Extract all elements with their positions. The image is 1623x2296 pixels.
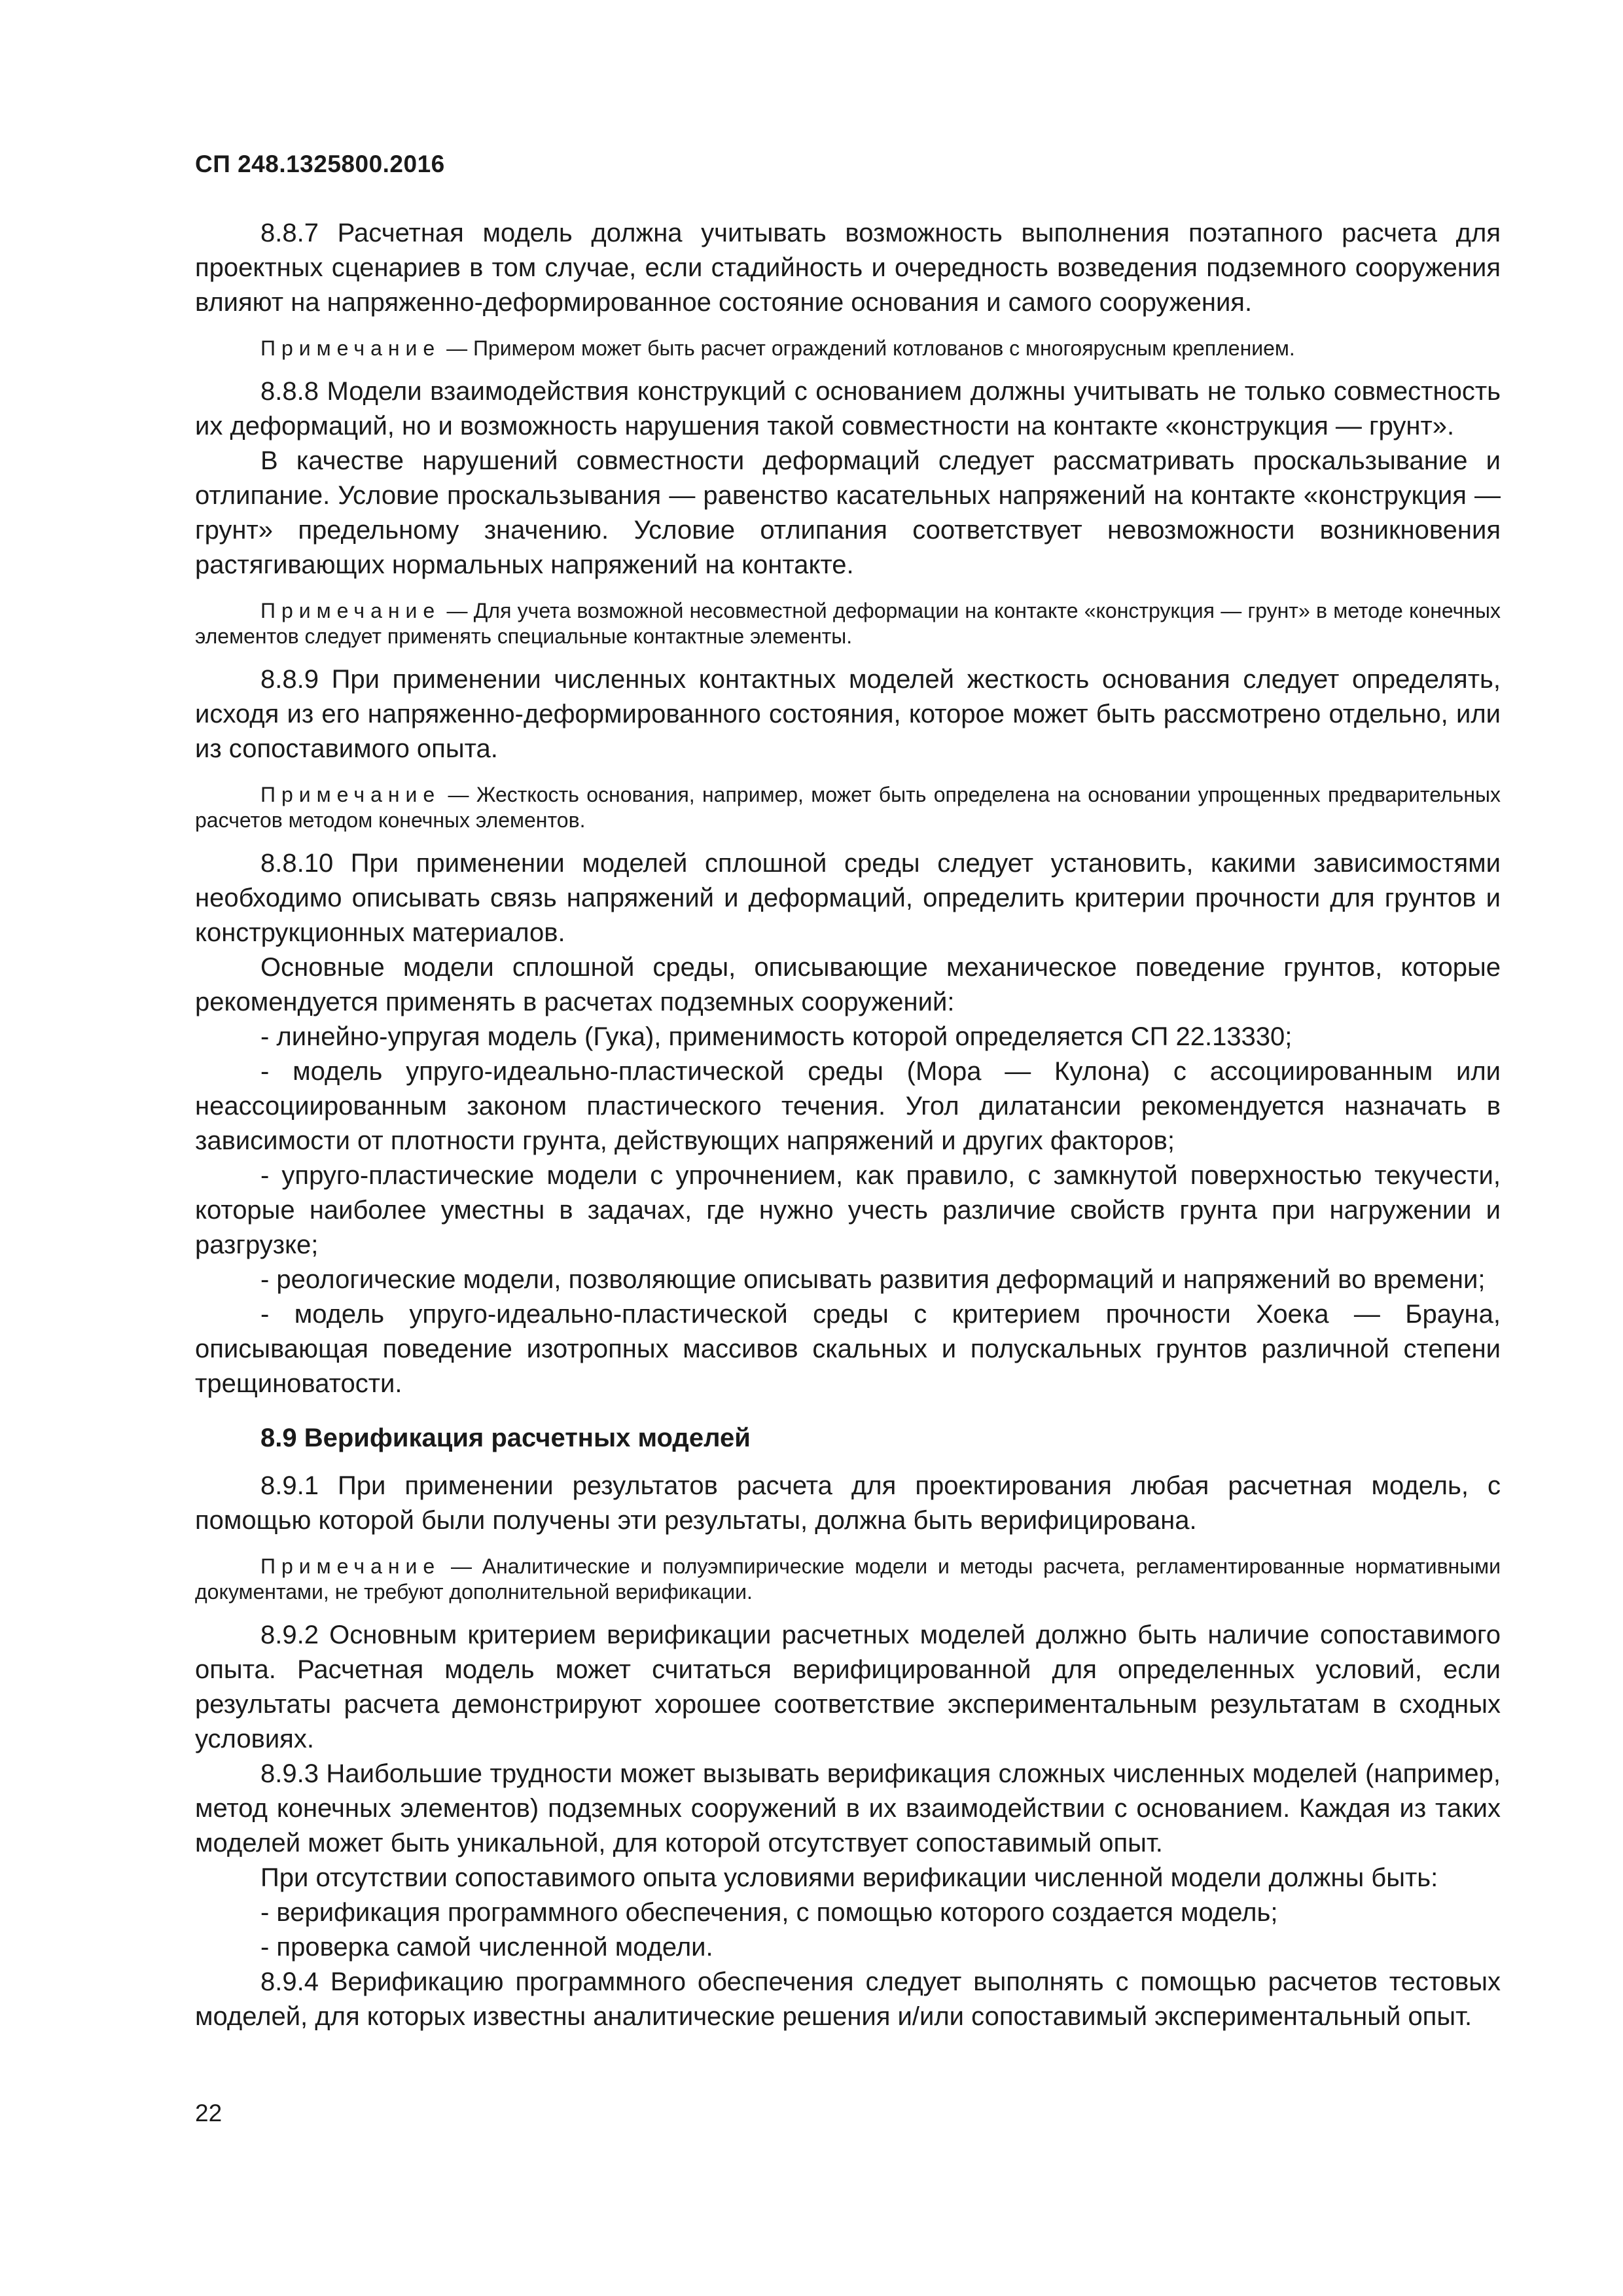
list-item: - верификация программного обеспечения, с помощью которого создается модель; — [260, 1898, 1278, 1927]
note-label: Примечание — [260, 336, 441, 360]
paragraph-8-9-3: 8.9.3 Наибольшие трудности может вызывать верификация сложных численных моделей (например, метод конечных элементов) подземных сооружений в их взаимодействии с основанием. Каждая из таких моделей может быть уникальной, для которой отсутствует сопоставимый опыт. — [195, 1759, 1501, 1857]
paragraph-8-9-4: 8.9.4 Верификацию программного обеспечения следует выполнять с помощью расчетов тестовых моделей, для которых известны аналитические решения и/или сопоставимый экспериментальный опыт. — [195, 1967, 1501, 2031]
note-text: — Примером может быть расчет ограждений котлованов с многоярусным креплением. — [440, 336, 1295, 360]
paragraph: Основные модели сплошной среды, описывающие механическое поведение грунтов, которые рекомендуется применять в расчетах подземных сооружений: — [195, 953, 1501, 1016]
paragraph-8-8-8: 8.8.8 Модели взаимодействия конструкций с основанием должны учитывать не только совместность их деформаций, но и возможность нарушения такой совместности на контакте «конструкция — грунт». — [195, 377, 1501, 440]
paragraph-8-8-10: 8.8.10 При применении моделей сплошной среды следует установить, какими зависимостями необходимо описывать связь напряжений и деформаций, определить критерии прочности для грунтов и конструкционных материалов. — [195, 849, 1501, 947]
list-item: - реологические модели, позволяющие описывать развития деформаций и напряжений во времени; — [260, 1265, 1486, 1294]
list-item: - модель упруго-идеально-пластической среды (Мора — Кулона) с ассоциированным или неассоциированным законом пластического течения. Угол дилатансии рекомендуется назначать в зависимости от плотности грунта, действующих напряжений и других факторов; — [195, 1057, 1501, 1155]
note-text: — Жесткость основания, например, может быть определена на основании упрощенных предварительных расчетов методом конечных элементов. — [195, 783, 1501, 832]
document-body — [195, 216, 1501, 2034]
note — [195, 1554, 1501, 1605]
list-item: - проверка самой численной модели. — [260, 1933, 713, 1962]
document-number: СП 248.1325800.2016 — [195, 151, 445, 177]
list-item: - модель упруго-идеально-пластической среды с критерием прочности Хоека — Брауна, описывающая поведение изотропных массивов скальных и полускальных грунтов различной степени трещиноватости. — [195, 1300, 1501, 1398]
paragraph-8-9-1: 8.9.1 При применении результатов расчета для проектирования любая расчетная модель, с помощью которой были получены эти результаты, должна быть верифицирована. — [195, 1471, 1501, 1535]
section-heading-8-9: 8.9 Верификация расчетных моделей — [260, 1424, 751, 1452]
list-item: - упруго-пластические модели с упрочнением, как правило, с замкнутой поверхностью текучести, которые наиболее уместны в задачах, где нужно учесть различие свойств грунта при нагружении и разгрузке; — [195, 1161, 1501, 1259]
note-label: Примечание — [260, 1554, 441, 1578]
paragraph: В качестве нарушений совместности деформаций следует рассматривать проскальзывание и отлипание. Условие проскальзывания — равенство касательных напряжений на контакте «конструкция — грунт» предельному значению. Условие отлипания соответствует невозможности возникновения растягивающих нормальных напряжений на контакте. — [195, 446, 1501, 579]
page-number: 22 — [195, 2100, 223, 2126]
paragraph-8-8-9: 8.8.9 При применении численных контактных моделей жесткость основания следует определять, исходя из его напряженно-деформированного состояния, которое может быть рассмотрено отдельно, или из сопоставимого опыта. — [195, 665, 1501, 763]
note — [195, 336, 1501, 361]
note — [195, 598, 1501, 649]
paragraph-8-9-2: 8.9.2 Основным критерием верификации расчетных моделей должно быть наличие сопоставимого опыта. Расчетная модель может считаться верифицированной для определенных условий, если результаты расчета демонстрируют хорошее соответствие экспериментальным результатам в сходных условиях. — [195, 1621, 1501, 1753]
note-label: Примечание — [260, 783, 441, 806]
list-item: - линейно-упругая модель (Гука), применимость которой определяется СП 22.13330; — [260, 1022, 1293, 1051]
note-text: — Для учета возможной несовместной деформации на контакте «конструкция — грунт» в методе конечных элементов следует применять специальные контактные элементы. — [195, 599, 1501, 648]
note-text: — Аналитические и полуэмпирические модели и методы расчета, регламентированные нормативными документами, не требуют дополнительной верификации. — [195, 1554, 1501, 1604]
paragraph: При отсутствии сопоставимого опыта условиями верификации численной модели должны быть: — [260, 1863, 1438, 1892]
note — [195, 782, 1501, 833]
paragraph-8-8-7: 8.8.7 Расчетная модель должна учитывать возможность выполнения поэтапного расчета для проектных сценариев в том случае, если стадийность и очередность возведения подземного сооружения влияют на напряженно-деформированное состояние основания и самого сооружения. — [195, 219, 1501, 317]
note-label: Примечание — [260, 599, 441, 622]
